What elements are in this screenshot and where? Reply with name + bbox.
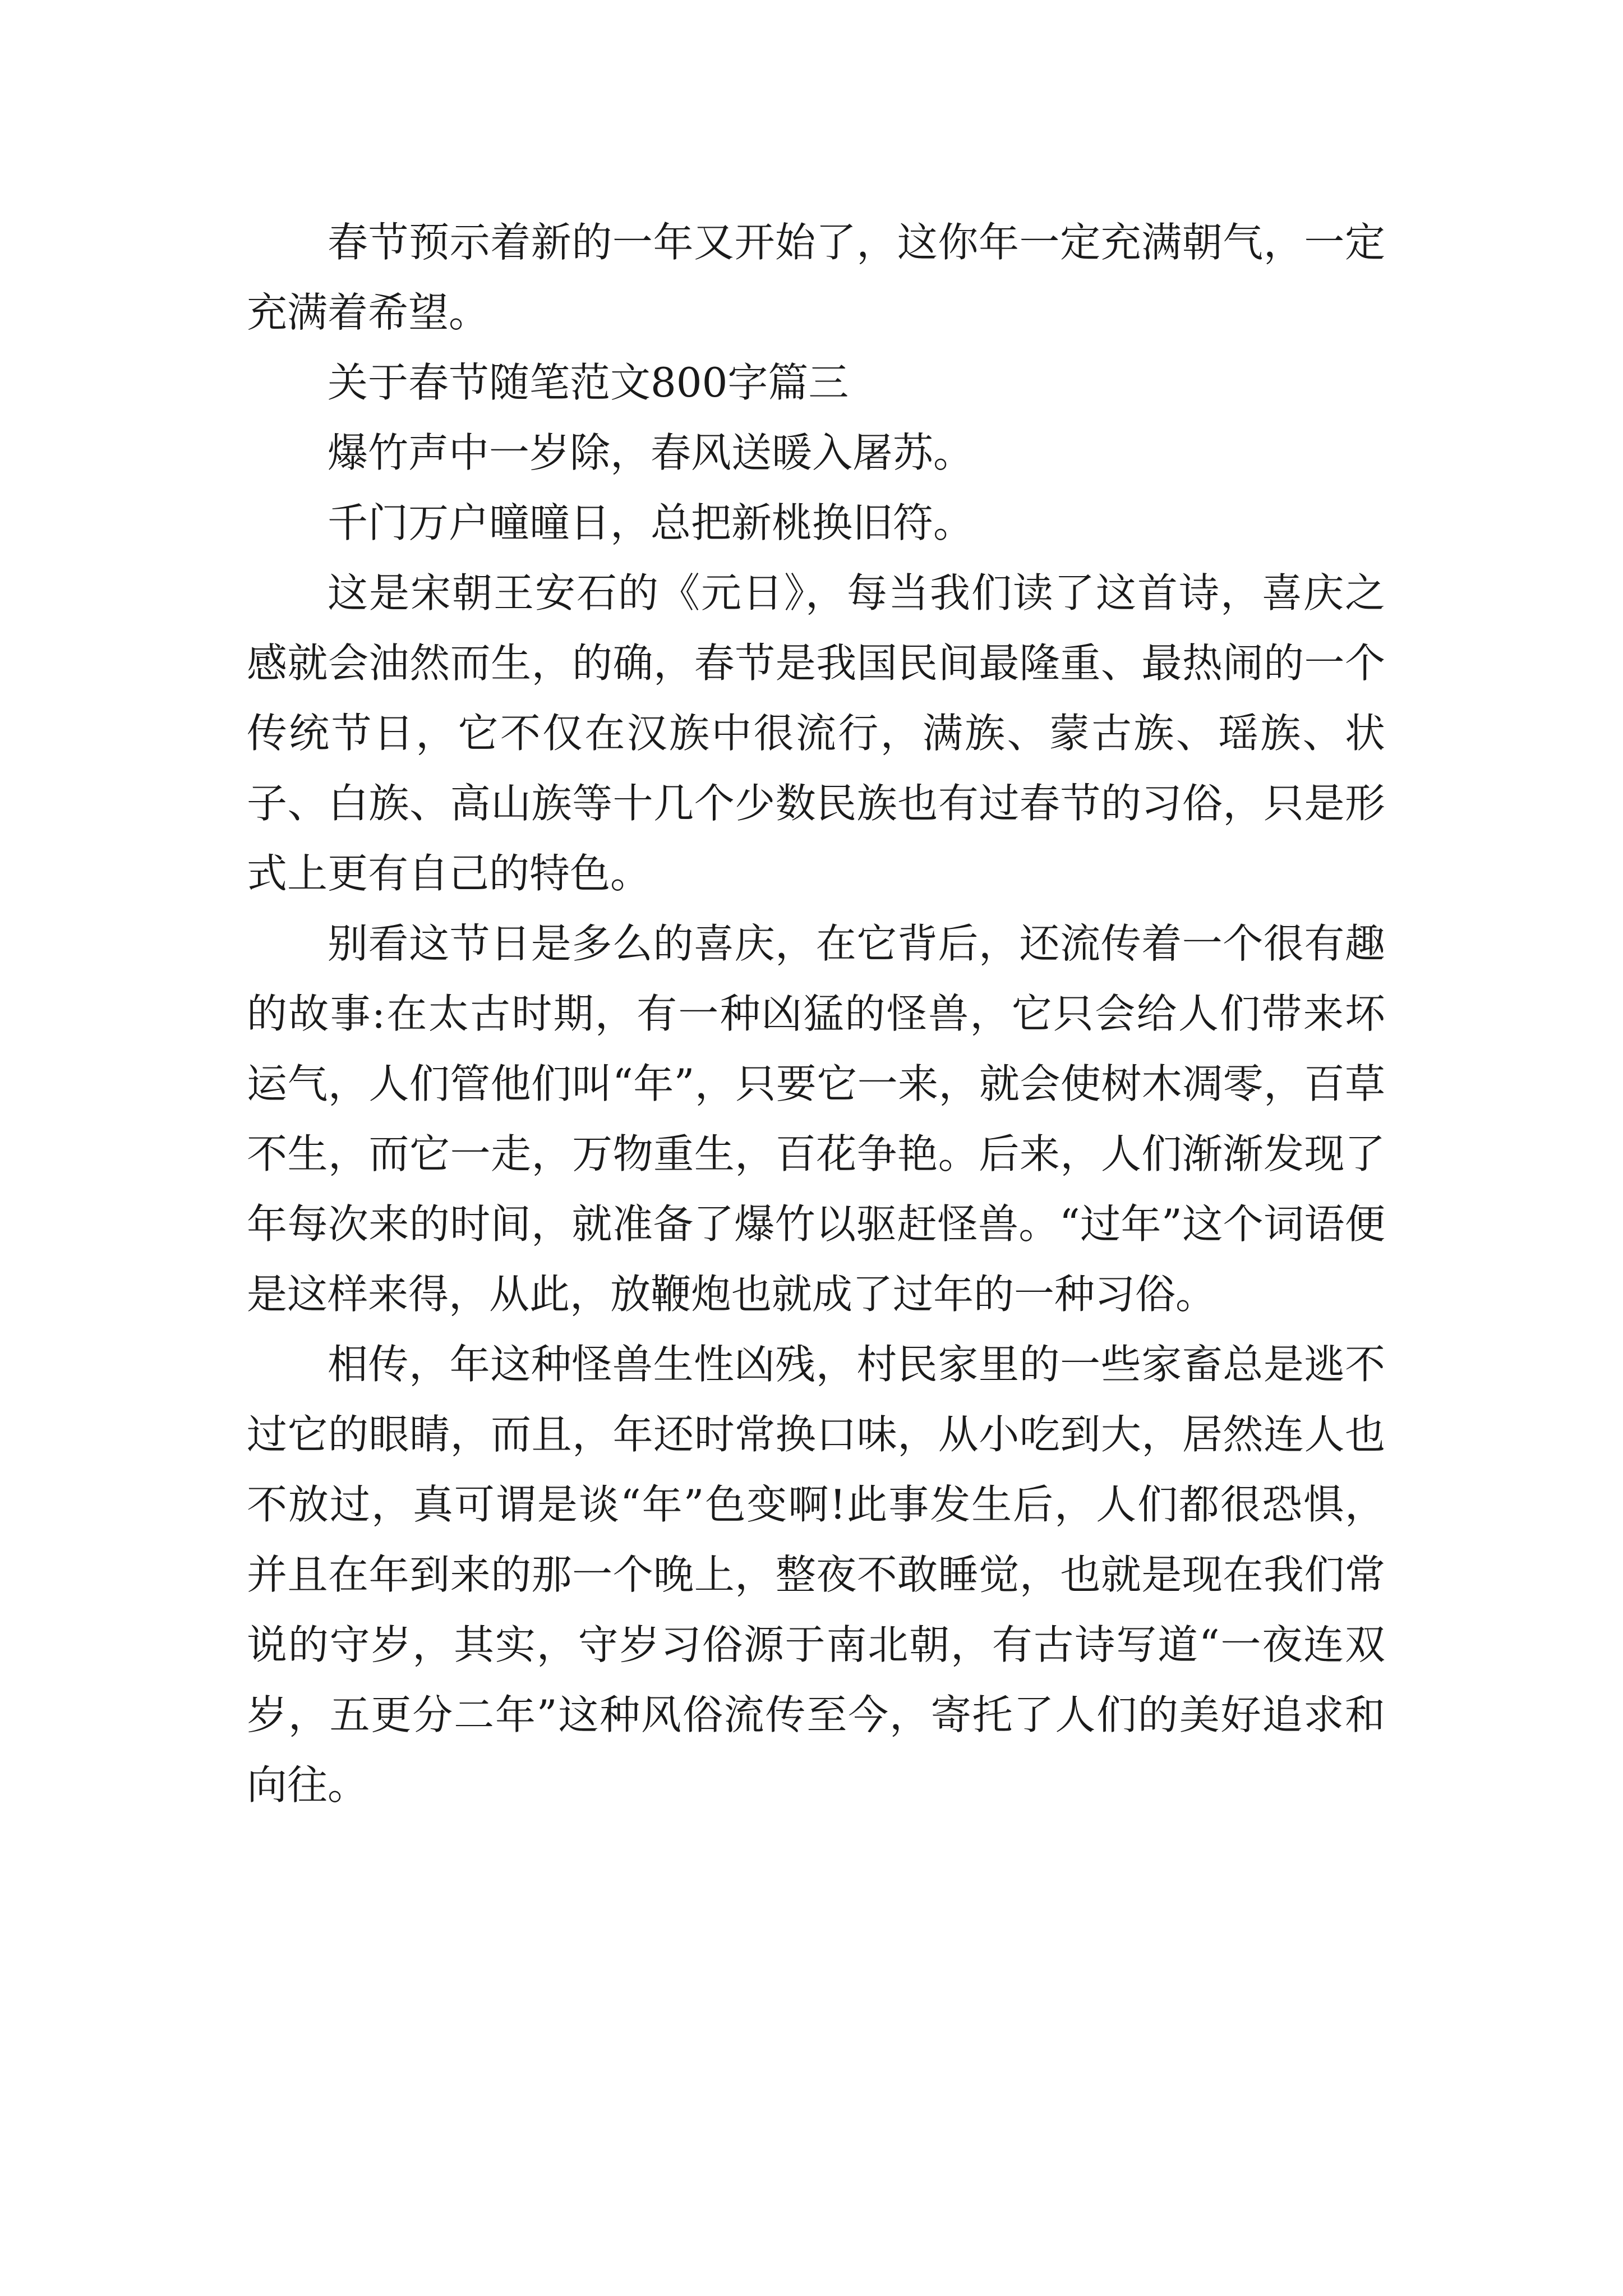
paragraph: 春节预示着新的一年又开始了，这你年一定充满朝气，一定充满着希望。 xyxy=(247,219,1385,336)
paragraph: 这是宋朝王安石的《元日》，每当我们读了这首诗，喜庆之感就会油然而生，的确，春节是我国民间最隆重、最热闹的一个传统节日，它不仅在汉族中很流行，满族、蒙古族、瑶族、状子、白族、高山族等十几个少数民族也有过春节的习俗，只是形式上更有自己的特色。 xyxy=(247,569,1385,897)
poem-line: 千门万户曈曈日，总把新桃换旧符。 xyxy=(328,499,974,546)
poem-line: 爆竹声中一岁除，春风送暖入屠苏。 xyxy=(328,429,974,476)
paragraph: 别看这节日是多么的喜庆，在它背后，还流传着一个很有趣的故事:在太古时期，有一种凶猛的怪兽，它只会给人们带来坏运气，人们管他们叫“年”，只要它一来，就会使树木凋零，百草不生，而它一走，万物重生，百花争艳。后来，人们渐渐发现了年每次来的时间，就准备了爆竹以驱赶怪兽。“过年”这个词语便是这样来得，从此，放鞭炮也就成了过年的一种习俗。 xyxy=(247,920,1385,1318)
document-body xyxy=(247,208,1385,1820)
paragraph: 相传，年这种怪兽生性凶残，村民家里的一些家畜总是逃不过它的眼睛，而且，年还时常换口味，从小吃到大，居然连人也不放过，真可谓是谈“年”色变啊!此事发生后，人们都很恐惧，并且在年到来的那一个晚上，整夜不敢睡觉，也就是现在我们常说的守岁，其实，守岁习俗源于南北朝，有古诗写道“一夜连双岁，五更分二年”这种风俗流传至今，寄托了人们的美好追求和向往。 xyxy=(247,1341,1385,1809)
section-heading: 关于春节随笔范文800字篇三 xyxy=(328,359,849,406)
